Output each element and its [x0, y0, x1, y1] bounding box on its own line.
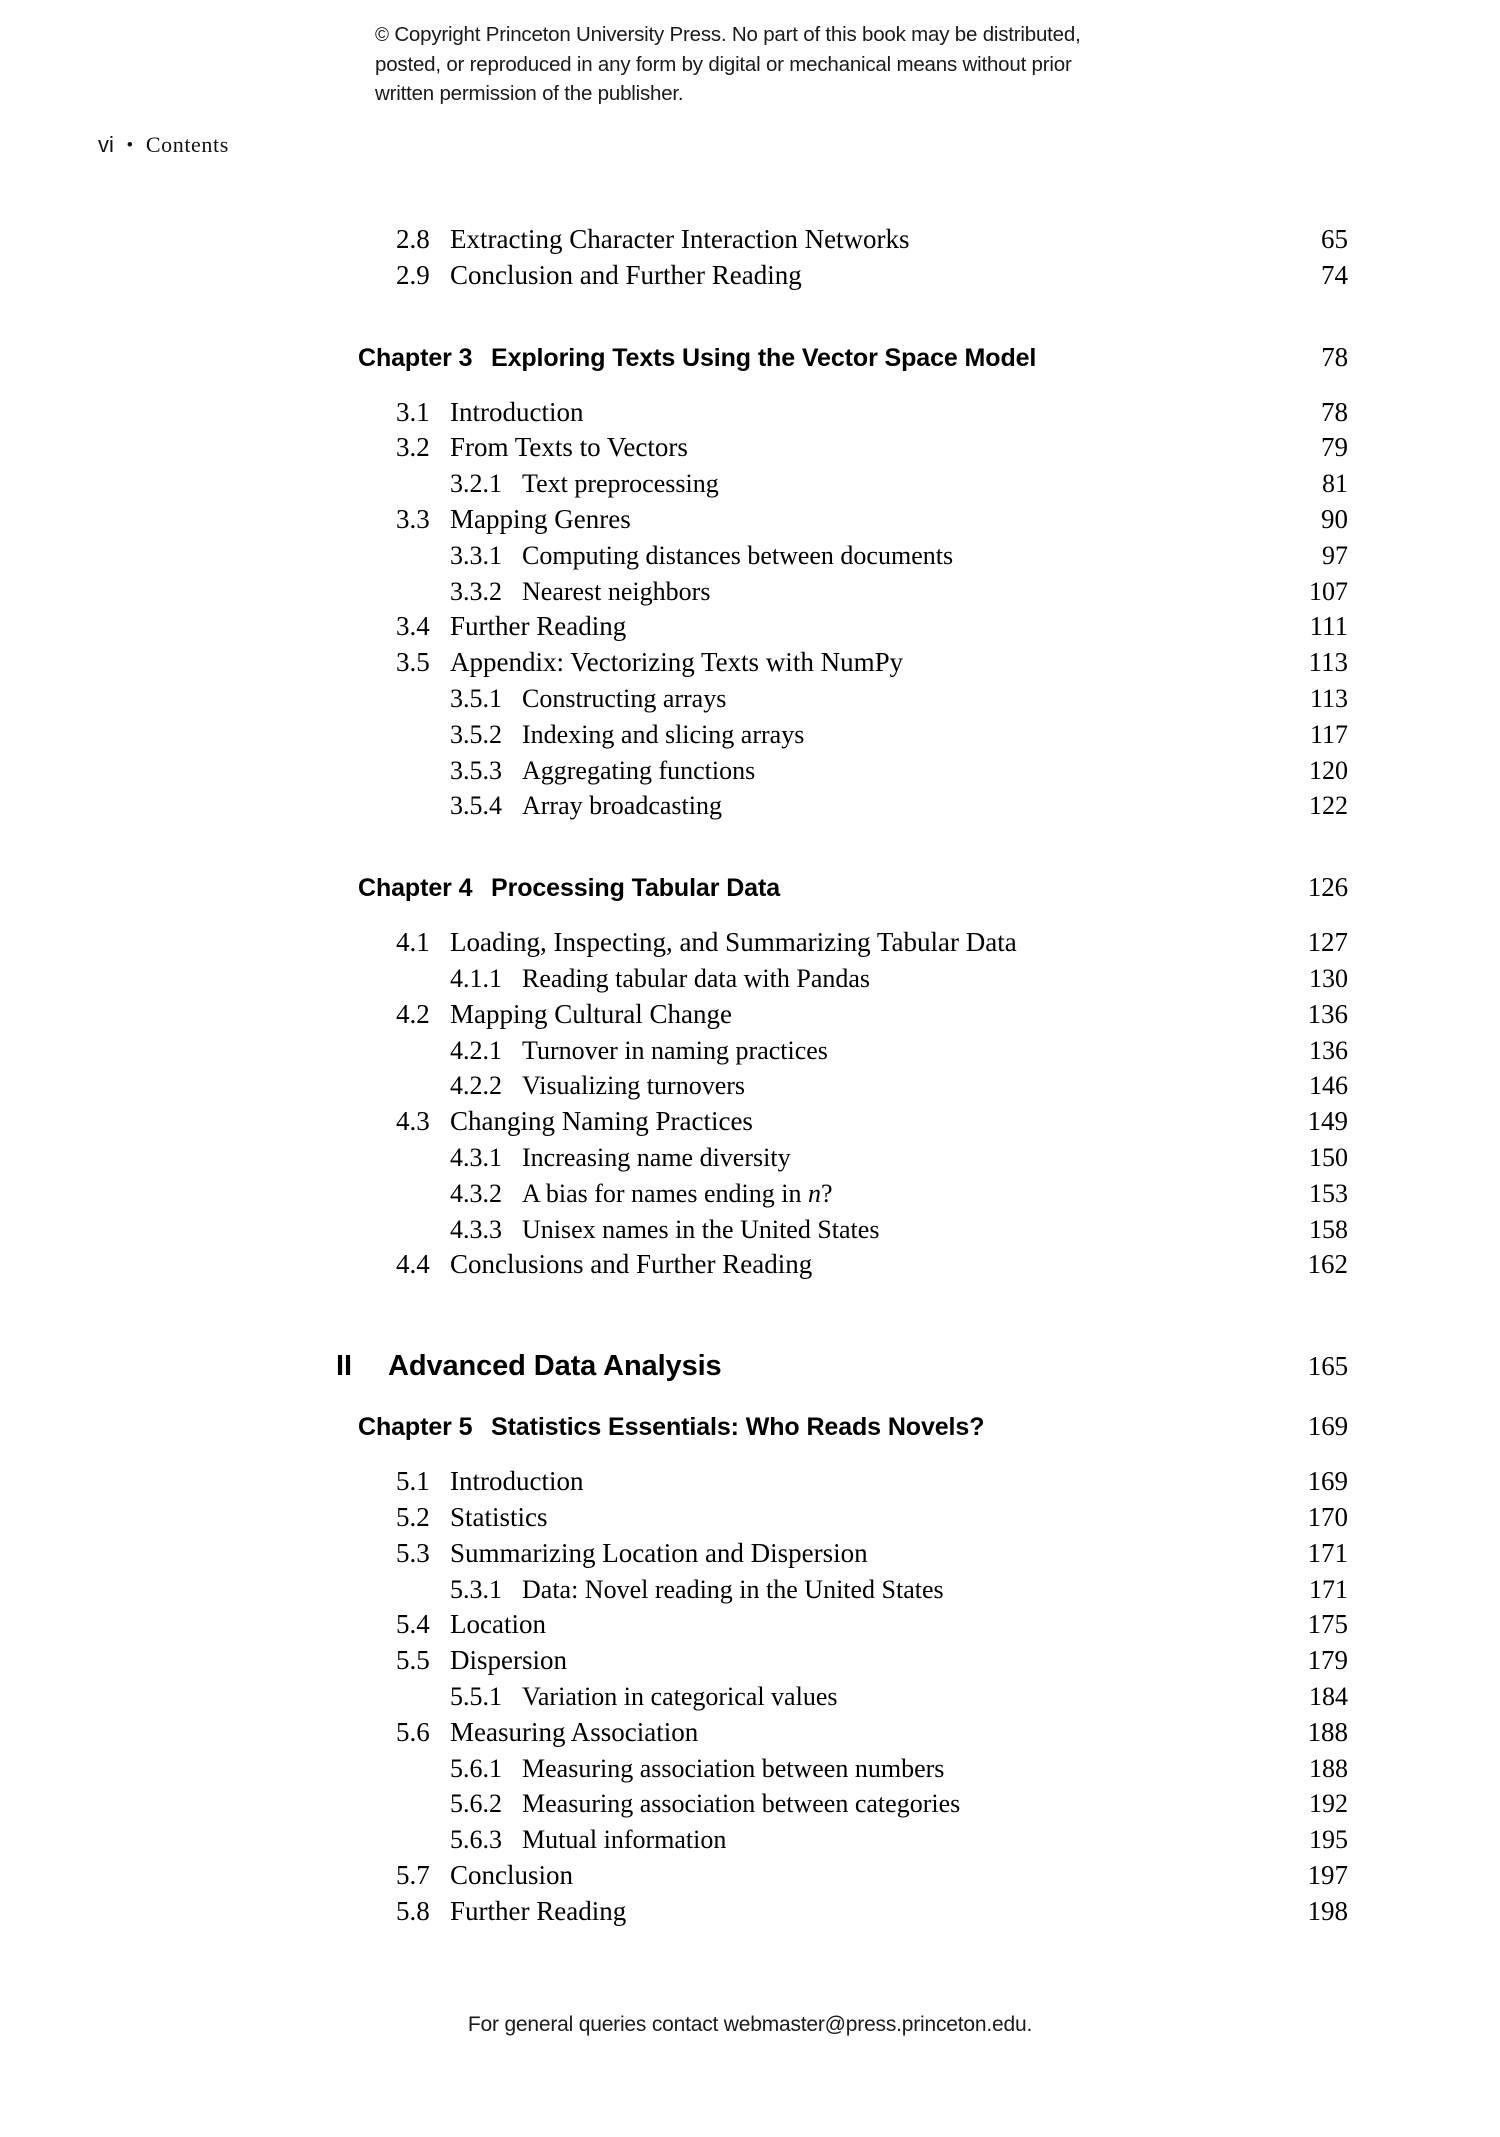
toc-entry-page-number: 65	[1321, 224, 1348, 254]
toc-entry-title: Data: Novel reading in the United States	[522, 1574, 944, 1604]
toc-entry-number: 4.4	[396, 1249, 430, 1280]
toc-entry-number: 2.9	[396, 259, 430, 290]
toc-entry-number: Chapter 3	[358, 343, 473, 372]
toc-entry-number: 5.6.3	[450, 1825, 502, 1855]
toc-entry-number: 3.3.1	[450, 540, 502, 570]
toc-entry-title: Location	[450, 1609, 546, 1640]
toc-entry-lvl1[interactable]	[396, 1104, 1348, 1140]
toc-entry-number: 5.3	[396, 1537, 430, 1568]
toc-entry-page-number: 198	[1307, 1895, 1348, 1926]
page-footer	[0, 2013, 1500, 2037]
toc-entry-lvl2[interactable]	[450, 1822, 1348, 1858]
bullet-separator-icon: •	[126, 135, 133, 154]
toc-entry-title: A bias for names ending in n?	[522, 1178, 833, 1208]
toc-entry-title: Conclusion	[450, 1859, 574, 1890]
toc-entry-title: Indexing and slicing arrays	[522, 719, 805, 749]
toc-entry-chapter[interactable]	[358, 338, 1348, 377]
toc-entry-number: 5.4	[396, 1609, 430, 1640]
toc-entry-lvl1[interactable]	[396, 395, 1348, 431]
toc-entry-number: 4.2.1	[450, 1035, 502, 1065]
toc-entry-number: 5.6	[396, 1716, 430, 1747]
footer-text: For general queries contact webmaster@press.princeton.edu.	[467, 2013, 1033, 2036]
toc-entry-number: 4.1.1	[450, 963, 502, 993]
toc-entry-title: Array broadcasting	[522, 791, 722, 821]
toc-entry-lvl1[interactable]	[396, 258, 1348, 294]
toc-entry-title: Variation in categorical values	[522, 1681, 838, 1711]
toc-entry-number: 2.8	[396, 224, 430, 254]
toc-entry-lvl1[interactable]	[396, 1464, 1348, 1500]
toc-entry-lvl1[interactable]	[396, 222, 1348, 258]
toc-spacer	[0, 294, 1500, 338]
toc-entry-page-number: 149	[1307, 1106, 1348, 1137]
toc-entry-lvl1[interactable]	[396, 1247, 1348, 1283]
toc-entry-page-number: 113	[1309, 683, 1348, 713]
toc-entry-lvl2[interactable]	[450, 1140, 1348, 1176]
toc-entry-page-number: 117	[1309, 719, 1348, 749]
toc-entry-page-number: 197	[1307, 1859, 1348, 1890]
toc-entry-number: 5.7	[396, 1859, 430, 1890]
toc-entry-lvl1[interactable]	[396, 1858, 1348, 1894]
toc-entry-title: Text preprocessing	[522, 469, 719, 499]
toc-entry-lvl2[interactable]	[450, 466, 1348, 502]
toc-entry-page-number: 195	[1309, 1825, 1348, 1855]
toc-entry-number: 3.2	[396, 432, 430, 463]
toc-entry-number: 3.2.1	[450, 469, 502, 499]
toc-entry-page-number: 162	[1307, 1249, 1348, 1280]
toc-entry-title: Statistics Essentials: Who Reads Novels?	[491, 1413, 985, 1442]
toc-entry-lvl1[interactable]	[396, 925, 1348, 961]
toc-entry-number: 5.8	[396, 1895, 430, 1926]
toc-entry-number: 5.5	[396, 1645, 430, 1676]
toc-entry-chapter[interactable]	[358, 1407, 1348, 1446]
toc-entry-lvl2[interactable]	[450, 538, 1348, 574]
toc-entry-title: Statistics	[450, 1501, 548, 1532]
toc-entry-page-number: 146	[1309, 1071, 1348, 1101]
toc-entry-title: Introduction	[450, 1466, 584, 1497]
toc-entry-title: From Texts to Vectors	[450, 432, 688, 463]
toc-entry-lvl2[interactable]	[450, 1751, 1348, 1787]
copyright-symbol: ©	[375, 25, 389, 46]
toc-entry-title: Nearest neighbors	[522, 576, 711, 606]
toc-entry-lvl1[interactable]	[396, 997, 1348, 1033]
toc-entry-page-number: 136	[1309, 1035, 1348, 1065]
toc-entry-title: Dispersion	[450, 1645, 567, 1676]
toc-entry-title: Mutual information	[522, 1825, 727, 1855]
toc-entry-title: Mapping Cultural Change	[450, 998, 732, 1029]
toc-entry-number: 3.5.1	[450, 683, 502, 713]
toc-entry-title: Exploring Texts Using the Vector Space Model	[491, 343, 1037, 372]
running-head-label: Contents	[145, 132, 229, 157]
toc-entry-title-italic: n	[807, 1178, 821, 1208]
toc-entry-number: II	[336, 1350, 352, 1383]
toc-entry-page-number: 179	[1307, 1645, 1348, 1676]
toc-entry-page-number: 74	[1321, 259, 1348, 290]
toc-entry-lvl2[interactable]	[450, 1212, 1348, 1248]
toc-entry-number: 5.6.2	[450, 1789, 502, 1819]
toc-entry-number: 4.3.2	[450, 1178, 502, 1208]
toc-entry-number: 5.2	[396, 1501, 430, 1532]
toc-entry-page-number: 188	[1307, 1716, 1348, 1747]
toc-entry-lvl2[interactable]	[450, 1176, 1348, 1212]
toc-entry-page-number: 79	[1321, 432, 1348, 463]
toc-entry-title: Reading tabular data with Pandas	[522, 963, 871, 993]
toc-entry-number: 3.5	[396, 647, 430, 678]
toc-entry-lvl1[interactable]	[396, 1500, 1348, 1536]
toc-entry-page-number: 90	[1321, 503, 1348, 534]
toc-entry-title: Loading, Inspecting, and Summarizing Tabular Data	[450, 927, 1017, 958]
toc-spacer	[0, 1283, 1500, 1345]
toc-entry-title: Unisex names in the United States	[522, 1214, 880, 1244]
toc-entry-lvl2[interactable]	[450, 681, 1348, 717]
toc-entry-lvl1[interactable]	[396, 1607, 1348, 1643]
toc-entry-page-number: 150	[1309, 1142, 1348, 1172]
toc-entry-lvl2[interactable]	[450, 961, 1348, 997]
toc-entry-lvl1[interactable]	[396, 645, 1348, 681]
toc-entry-chapter[interactable]	[358, 868, 1348, 907]
toc-entry-title: Advanced Data Analysis	[388, 1350, 722, 1383]
toc-entry-title: Introduction	[450, 396, 584, 427]
toc-entry-number: 3.3	[396, 503, 430, 534]
toc-entry-title: Measuring association between numbers	[522, 1753, 945, 1783]
toc-entry-page-number: 78	[1321, 396, 1348, 427]
toc-entry-lvl1[interactable]	[396, 1536, 1348, 1572]
toc-entry-number: 3.5.4	[450, 791, 502, 821]
toc-entry-page-number: 107	[1309, 576, 1348, 606]
toc-entry-page-number: 188	[1309, 1753, 1348, 1783]
toc-entry-page-number: 120	[1309, 755, 1348, 785]
toc-entry-title: Further Reading	[450, 611, 627, 642]
toc-spacer	[0, 824, 1500, 868]
toc-entry-lvl1[interactable]	[396, 609, 1348, 645]
toc-entry-lvl2[interactable]	[450, 1786, 1348, 1822]
toc-entry-lvl2[interactable]	[450, 1033, 1348, 1069]
toc-entry-number: 4.1	[396, 927, 430, 958]
toc-entry-title: Processing Tabular Data	[491, 874, 780, 903]
toc-entry-title: Measuring Association	[450, 1716, 699, 1747]
toc-entry-title: Changing Naming Practices	[450, 1106, 753, 1137]
toc-entry-page-number: 192	[1309, 1789, 1348, 1819]
toc-entry-page-number: 81	[1322, 469, 1348, 499]
toc-entry-page-number: 127	[1307, 927, 1348, 958]
toc-entry-page-number: 111	[1309, 611, 1348, 642]
toc-entry-number: 4.2	[396, 998, 430, 1029]
toc-entry-lvl2[interactable]	[450, 1679, 1348, 1715]
toc-entry-page-number: 136	[1307, 998, 1348, 1029]
toc-entry-number: Chapter 4	[358, 874, 473, 903]
toc-entry-number: 5.5.1	[450, 1681, 502, 1711]
toc-entry-page-number: 153	[1309, 1178, 1348, 1208]
toc-entry-lvl2[interactable]	[450, 717, 1348, 753]
toc-spacer	[0, 1387, 1500, 1407]
copyright-text: Copyright Princeton University Press. No part of this book may be distributed, posted, or reproduced in any form by digital or mechanical means without prior written permission of the publisher.	[375, 23, 1081, 105]
toc-entry-part[interactable]	[336, 1345, 1348, 1387]
toc-spacer	[0, 377, 1500, 395]
toc-entry-title: Constructing arrays	[522, 683, 727, 713]
toc-entry-page-number: 169	[1307, 1466, 1348, 1497]
toc-entry-lvl2[interactable]	[450, 574, 1348, 610]
toc-entry-lvl1[interactable]	[396, 430, 1348, 466]
toc-entry-lvl1[interactable]	[396, 1715, 1348, 1751]
toc-entry-title: Further Reading	[450, 1895, 627, 1926]
toc-entry-lvl2[interactable]	[450, 788, 1348, 824]
toc-entry-page-number: 158	[1309, 1214, 1348, 1244]
toc-entry-number: 5.3.1	[450, 1574, 502, 1604]
toc-entry-lvl1[interactable]	[396, 1643, 1348, 1679]
toc-entry-number: 3.4	[396, 611, 430, 642]
toc-entry-title: Computing distances between documents	[522, 540, 954, 570]
toc-entry-title: Conclusion and Further Reading	[450, 259, 802, 290]
running-head-folio: vi	[98, 132, 114, 157]
toc-entry-page-number: 126	[1307, 872, 1348, 903]
toc-entry-page-number: 175	[1307, 1609, 1348, 1640]
toc-entry-title: Summarizing Location and Dispersion	[450, 1537, 868, 1568]
toc-entry-page-number: 169	[1307, 1411, 1348, 1442]
toc-entry-title: Aggregating functions	[522, 755, 756, 785]
toc-entry-lvl1[interactable]	[396, 1894, 1348, 1930]
toc-entry-title: Mapping Genres	[450, 503, 631, 534]
toc-entry-title: Conclusions and Further Reading	[450, 1249, 813, 1280]
toc-entry-title: Appendix: Vectorizing Texts with NumPy	[450, 647, 904, 678]
toc-entry-page-number: 130	[1309, 963, 1348, 993]
toc-spacer	[0, 907, 1500, 925]
toc-entry-title: Turnover in naming practices	[522, 1035, 828, 1065]
toc-entry-lvl2[interactable]	[450, 753, 1348, 789]
toc-entry-number: 3.3.2	[450, 576, 502, 606]
toc-entry-number: 3.5.2	[450, 719, 502, 749]
toc-entry-page-number: 170	[1307, 1501, 1348, 1532]
toc-entry-number: 5.1	[396, 1466, 430, 1497]
toc-top-spacer	[0, 0, 1500, 222]
toc-entry-page-number: 165	[1307, 1351, 1348, 1382]
toc-entry-lvl2[interactable]	[450, 1572, 1348, 1608]
toc-entry-title: Measuring association between categories	[522, 1789, 961, 1819]
toc-entry-page-number: 113	[1308, 647, 1348, 678]
toc-entry-title: Increasing name diversity	[522, 1142, 791, 1172]
toc-entry-number: 3.5.3	[450, 755, 502, 785]
toc-entry-page-number: 184	[1309, 1681, 1348, 1711]
toc-entry-number: 3.1	[396, 396, 430, 427]
toc-entry-page-number: 78	[1321, 341, 1348, 372]
toc-entry-number: 5.6.1	[450, 1753, 502, 1783]
toc-entry-number: 4.3.1	[450, 1142, 502, 1172]
toc-entry-page-number: 171	[1307, 1537, 1348, 1568]
toc-entry-page-number: 171	[1309, 1574, 1348, 1604]
toc-entry-title: Extracting Character Interaction Networks	[450, 224, 910, 254]
toc-entry-number: 4.3.3	[450, 1214, 502, 1244]
toc-entry-number: Chapter 5	[358, 1413, 473, 1442]
toc-entry-page-number: 97	[1322, 540, 1348, 570]
toc-entry-number: 4.2.2	[450, 1071, 502, 1101]
toc-entry-lvl2[interactable]	[450, 1068, 1348, 1104]
toc-entry-title: Visualizing turnovers	[522, 1071, 746, 1101]
toc-entry-lvl1[interactable]	[396, 502, 1348, 538]
toc-entry-page-number: 122	[1309, 791, 1348, 821]
toc-spacer	[0, 1446, 1500, 1464]
toc-entry-number: 4.3	[396, 1106, 430, 1137]
